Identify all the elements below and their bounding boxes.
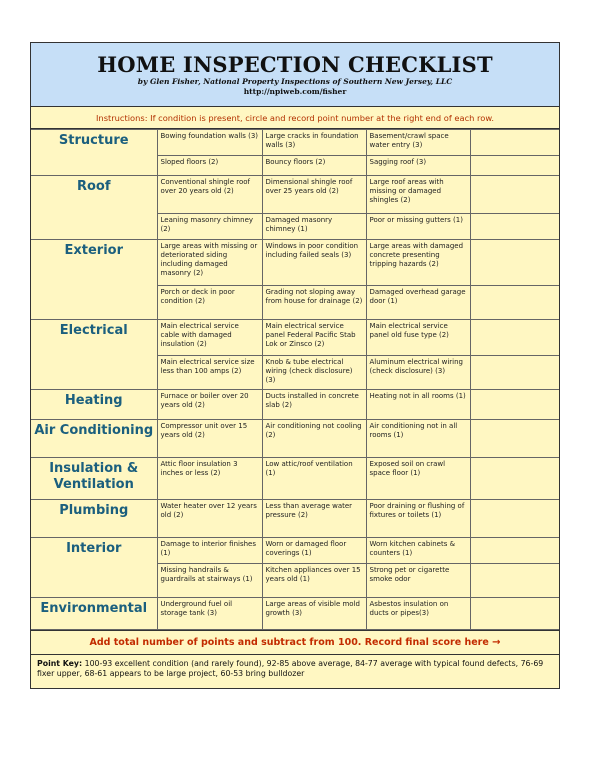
condition-cell[interactable]: Ducts installed in concrete slab (2): [262, 390, 366, 420]
table-row: [31, 598, 559, 630]
table-row: [31, 240, 559, 286]
condition-cell[interactable]: Main electrical service panel old fuse type (2): [366, 320, 470, 356]
condition-cell[interactable]: Damaged masonry chimney (1): [262, 214, 366, 240]
points-entry-cell[interactable]: [470, 598, 559, 630]
table-row: [31, 500, 559, 538]
category-label: Electrical: [31, 320, 157, 390]
condition-cell[interactable]: Large areas with damaged concrete presenting tripping hazards (2): [366, 240, 470, 286]
category-label: Environmental: [31, 598, 157, 630]
points-entry-cell[interactable]: [470, 156, 559, 176]
condition-cell[interactable]: Sagging roof (3): [366, 156, 470, 176]
condition-cell[interactable]: Bowing foundation walls (3): [157, 130, 262, 156]
category-label: Insulation & Ventilation: [31, 458, 157, 500]
total-text: Add total number of points and subtract from 100. Record final score here: [89, 637, 489, 648]
instructions: Instructions: If condition is present, circle and record point number at the right end of each row.: [31, 107, 559, 129]
condition-cell[interactable]: Large areas of visible mold growth (3): [262, 598, 366, 630]
condition-cell[interactable]: Underground fuel oil storage tank (3): [157, 598, 262, 630]
category-label: Roof: [31, 176, 157, 240]
condition-cell[interactable]: Missing handrails & guardrails at stairways (1): [157, 564, 262, 598]
condition-cell[interactable]: Worn or damaged floor coverings (1): [262, 538, 366, 564]
condition-cell[interactable]: Leaning masonry chimney (2): [157, 214, 262, 240]
condition-cell[interactable]: Sloped floors (2): [157, 156, 262, 176]
condition-cell[interactable]: Worn kitchen cabinets & counters (1): [366, 538, 470, 564]
condition-cell[interactable]: Furnace or boiler over 20 years old (2): [157, 390, 262, 420]
points-entry-cell[interactable]: [470, 214, 559, 240]
condition-cell[interactable]: Porch or deck in poor condition (2): [157, 286, 262, 320]
category-label: Exterior: [31, 240, 157, 320]
condition-cell[interactable]: Strong pet or cigarette smoke odor: [366, 564, 470, 598]
arrow-right-icon: →: [492, 637, 501, 648]
checklist-table: [31, 129, 559, 630]
condition-cell[interactable]: Large roof areas with missing or damaged shingles (2): [366, 176, 470, 214]
condition-cell[interactable]: Bouncy floors (2): [262, 156, 366, 176]
points-entry-cell[interactable]: [470, 240, 559, 286]
point-key-text: 100-93 excellent condition (and rarely found), 92-85 above average, 84-77 average with typical found defects, 76-69 fixer upper, 68-61 appears to be large project, 60-53 bring bulldozer: [37, 659, 544, 678]
condition-cell[interactable]: Dimensional shingle roof over 25 years old (2): [262, 176, 366, 214]
condition-cell[interactable]: Damaged overhead garage door (1): [366, 286, 470, 320]
condition-cell[interactable]: Heating not in all rooms (1): [366, 390, 470, 420]
points-entry-cell[interactable]: [470, 390, 559, 420]
points-entry-cell[interactable]: [470, 356, 559, 390]
url-link[interactable]: http://npiweb.com/fisher: [243, 87, 347, 96]
condition-cell[interactable]: Basement/crawl space water entry (3): [366, 130, 470, 156]
point-key-label: Point Key:: [37, 659, 83, 668]
condition-cell[interactable]: Poor draining or flushing of fixtures or toilets (1): [366, 500, 470, 538]
condition-cell[interactable]: Attic floor insulation 3 inches or less (2): [157, 458, 262, 500]
table-row: [31, 390, 559, 420]
table-row: [31, 538, 559, 564]
page-title: HOME INSPECTION CHECKLIST: [97, 52, 493, 77]
total-instruction: [31, 630, 559, 654]
table-row: [31, 420, 559, 458]
category-label: Air Conditioning: [31, 420, 157, 458]
condition-cell[interactable]: Exposed soil on crawl space floor (1): [366, 458, 470, 500]
points-entry-cell[interactable]: [470, 420, 559, 458]
points-entry-cell[interactable]: [470, 500, 559, 538]
header: [31, 43, 559, 107]
category-label: Heating: [31, 390, 157, 420]
points-entry-cell[interactable]: [470, 458, 559, 500]
condition-cell[interactable]: Large cracks in foundation walls (3): [262, 130, 366, 156]
table-row: [31, 320, 559, 356]
condition-cell[interactable]: Main electrical service size less than 100 amps (2): [157, 356, 262, 390]
condition-cell[interactable]: Windows in poor condition including failed seals (3): [262, 240, 366, 286]
condition-cell[interactable]: Less than average water pressure (2): [262, 500, 366, 538]
points-entry-cell[interactable]: [470, 564, 559, 598]
category-label: Plumbing: [31, 500, 157, 538]
points-entry-cell[interactable]: [470, 286, 559, 320]
table-row: [31, 176, 559, 214]
condition-cell[interactable]: Low attic/roof ventilation (1): [262, 458, 366, 500]
points-entry-cell[interactable]: [470, 538, 559, 564]
condition-cell[interactable]: Conventional shingle roof over 20 years old (2): [157, 176, 262, 214]
condition-cell[interactable]: Compressor unit over 15 years old (2): [157, 420, 262, 458]
condition-cell[interactable]: Main electrical service cable with damaged insulation (2): [157, 320, 262, 356]
condition-cell[interactable]: Damage to interior finishes (1): [157, 538, 262, 564]
points-entry-cell[interactable]: [470, 130, 559, 156]
condition-cell[interactable]: Kitchen appliances over 15 years old (1): [262, 564, 366, 598]
condition-cell[interactable]: Main electrical service panel Federal Pacific Stab Lok or Zinsco (2): [262, 320, 366, 356]
byline: by Glen Fisher, National Property Inspections of Southern New Jersey, LLC: [137, 77, 453, 86]
condition-cell[interactable]: Poor or missing gutters (1): [366, 214, 470, 240]
condition-cell[interactable]: Knob & tube electrical wiring (check disclosure) (3): [262, 356, 366, 390]
point-key: [31, 654, 559, 688]
table-row: [31, 458, 559, 500]
points-entry-cell[interactable]: [470, 320, 559, 356]
condition-cell[interactable]: Air conditioning not cooling (2): [262, 420, 366, 458]
condition-cell[interactable]: Aluminum electrical wiring (check disclosure) (3): [366, 356, 470, 390]
condition-cell[interactable]: Air conditioning not in all rooms (1): [366, 420, 470, 458]
condition-cell[interactable]: Grading not sloping away from house for drainage (2): [262, 286, 366, 320]
table-row: [31, 130, 559, 156]
condition-cell[interactable]: Asbestos insulation on ducts or pipes(3): [366, 598, 470, 630]
checklist-sheet: [30, 42, 560, 689]
points-entry-cell[interactable]: [470, 176, 559, 214]
condition-cell[interactable]: Water heater over 12 years old (2): [157, 500, 262, 538]
category-label: Structure: [31, 130, 157, 176]
category-label: Interior: [31, 538, 157, 598]
condition-cell[interactable]: Large areas with missing or deteriorated siding including damaged masonry (2): [157, 240, 262, 286]
